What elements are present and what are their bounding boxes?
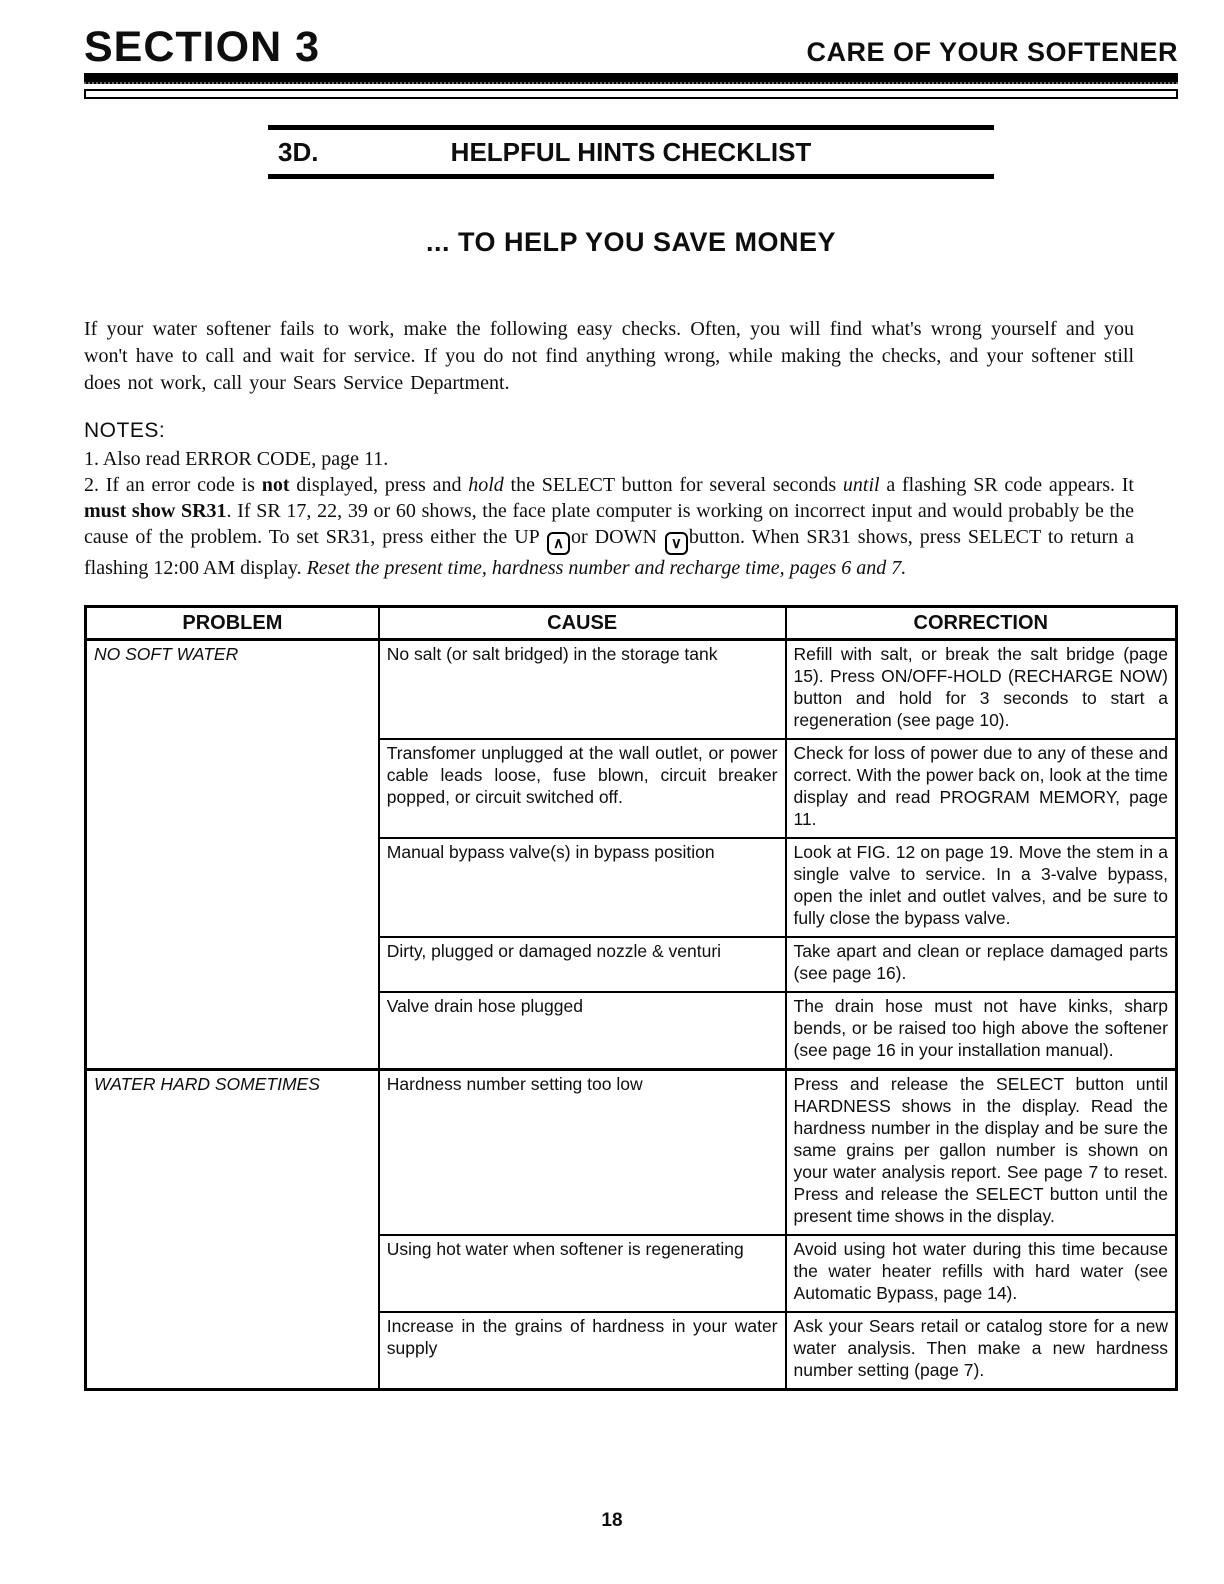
note-2-text: 2. If an error code is [84, 474, 262, 496]
section-title: SECTION 3 [84, 23, 320, 71]
subsection-number: 3D. [278, 137, 319, 167]
note-2-text: a flashing SR code appears. It [879, 474, 1134, 496]
table-row [86, 640, 1177, 740]
cause-cell: Using hot water when softener is regenerating [379, 1235, 786, 1312]
cause-cell: Dirty, plugged or damaged nozzle & venturi [379, 937, 786, 992]
correction-cell: Ask your Sears retail or catalog store for a new water analysis. Then make a new hardness number setting (page 7). [786, 1312, 1177, 1390]
header-rule-thick [84, 73, 1178, 84]
subsection-title: HELPFUL HINTS CHECKLIST [450, 137, 812, 167]
correction-cell: Avoid using hot water during this time because the water heater refills with hard water (see Automatic Bypass, page 14). [786, 1235, 1177, 1312]
cause-cell: Increase in the grains of hardness in your water supply [379, 1312, 786, 1390]
correction-cell: Check for loss of power due to any of these and correct. With the power back on, look at the time display and read PROGRAM MEMORY, page 11. [786, 739, 1177, 838]
subsection-banner [268, 125, 994, 179]
correction-cell: Refill with salt, or break the salt bridge (page 15). Press ON/OFF-HOLD (RECHARGE NOW) button and hold for 3 seconds to start a regeneration (see page 10). [786, 640, 1177, 740]
problem-no-soft-water: NO SOFT WATER [86, 640, 379, 1070]
problem-water-hard-sometimes: WATER HARD SOMETIMES [86, 1070, 379, 1390]
correction-cell: Look at FIG. 12 on page 19. Move the stem in a single valve to service. In a 3-valve bypass, open the inlet and outlet valves, and be sure to fully close the bypass valve. [786, 838, 1177, 937]
table-header-row [86, 607, 1177, 640]
notes-section [84, 419, 1178, 581]
cause-cell: Manual bypass valve(s) in bypass position [379, 838, 786, 937]
note-2-text: displayed, press and [289, 474, 469, 496]
table-header [86, 607, 1177, 640]
troubleshooting-table [84, 605, 1178, 1391]
note-2-text: button. When SR31 shows, press SELECT to return a flashing 12:00 AM display. [84, 526, 1134, 579]
column-header-problem: PROBLEM [86, 607, 379, 640]
note-2-italic-hold: hold [468, 474, 504, 496]
note-2-text: or DOWN [571, 526, 664, 548]
page-header [84, 23, 1178, 71]
cause-cell: Hardness number setting too low [379, 1070, 786, 1236]
note-2-italic-until: until [842, 474, 880, 496]
table-row [86, 1070, 1177, 1236]
intro-paragraph: If your water softener fails to work, make the following easy checks. Often, you will find what's wrong yourself and you won't have to call and wait for service. If you do not find anything wrong, while making the checks, and your softener still does not work, call your Sears Service Department. [84, 318, 1134, 394]
column-header-cause: CAUSE [379, 607, 786, 640]
save-money-heading: ... TO HELP YOU SAVE MONEY [425, 227, 837, 257]
notes-heading: NOTES: [84, 419, 166, 442]
down-arrow-button-icon: ∨ [665, 532, 688, 555]
note-2-text: the SELECT button for several seconds [503, 474, 843, 496]
cause-cell: Transfomer unplugged at the wall outlet, or power cable leads loose, fuse blown, circuit breaker popped, or circuit switched off. [379, 739, 786, 838]
cause-cell: No salt (or salt bridged) in the storage tank [379, 640, 786, 740]
page-number: 18 [601, 1510, 623, 1531]
correction-cell: Take apart and clean or replace damaged parts (see page 16). [786, 937, 1177, 992]
header-rule-hollow [84, 89, 1178, 99]
note-2-italic-reset: Reset the present time, hardness number and recharge time, pages 6 and 7. [306, 557, 907, 579]
note-2-text: . If SR 17, 22, 39 or 60 shows, the face plate computer is working on incorrect input and would probably be the cause of the problem. To set SR31, press either the UP [84, 500, 1134, 548]
correction-cell: Press and release the SELECT button until HARDNESS shows in the display. Read the hardness number in the display and be sure the same grains per gallon number is shown on your water analysis report. See page 7 to reset. Press and release the SELECT button until the present time shows in the display. [786, 1070, 1177, 1236]
note-2 [84, 472, 1134, 581]
cause-cell: Valve drain hose plugged [379, 992, 786, 1070]
note-2-bold-not: not [261, 474, 290, 496]
correction-cell: The drain hose must not have kinks, sharp bends, or be raised too high above the softener (see page 16 in your installation manual). [786, 992, 1177, 1070]
note-1: 1. Also read ERROR CODE, page 11. [84, 448, 389, 470]
chapter-title: CARE OF YOUR SOFTENER [806, 37, 1178, 67]
column-header-correction: CORRECTION [786, 607, 1177, 640]
up-arrow-button-icon: ∧ [547, 532, 570, 555]
note-2-bold-sr31: must show SR31 [84, 500, 227, 522]
